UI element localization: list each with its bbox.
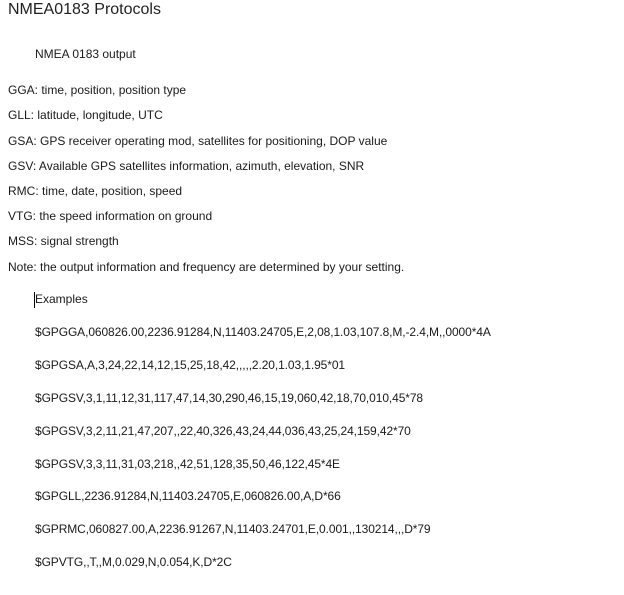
protocol-gsv: GSV: Available GPS satellites information, azimuth, elevation, SNR	[8, 159, 365, 173]
examples-heading: Examples	[35, 292, 88, 306]
section-subtitle: NMEA 0183 output	[35, 47, 136, 61]
example-gpgsa: $GPGSA,A,3,24,22,14,12,15,25,18,42,,,,,2.20,1.03,1.95*01	[35, 358, 345, 372]
example-gpgsv-3: $GPGSV,3,3,11,31,03,218,,42,51,128,35,50,46,122,45*4E	[35, 457, 340, 471]
protocol-gll: GLL: latitude, longitude, UTC	[8, 108, 163, 122]
example-gpgll: $GPGLL,2236.91284,N,11403.24705,E,060826.00,A,D*66	[35, 489, 341, 503]
example-gpgsv-2: $GPGSV,3,2,11,21,47,207,,22,40,326,43,24,44,036,43,25,24,159,42*70	[35, 424, 411, 438]
example-gprmc: $GPRMC,060827.00,A,2236.91267,N,11403.24701,E,0.001,,130214,,,D*79	[35, 522, 431, 536]
example-gpvtg: $GPVTG,,T,,M,0.029,N,0.054,K,D*2C	[35, 555, 232, 569]
example-gpgsv-1: $GPGSV,3,1,11,12,31,117,47,14,30,290,46,15,19,060,42,18,70,010,45*78	[35, 391, 423, 405]
protocol-rmc: RMC: time, date, position, speed	[8, 184, 183, 198]
protocol-note: Note: the output information and frequency are determined by your setting.	[8, 260, 405, 274]
protocol-gsa: GSA: GPS receiver operating mod, satellites for positioning, DOP value	[8, 134, 388, 148]
example-gpgga: $GPGGA,060826.00,2236.91284,N,11403.24705,E,2,08,1.03,107.8,M,-2.4,M,,0000*4A	[35, 325, 491, 339]
protocol-mss: MSS: signal strength	[8, 234, 119, 248]
protocol-gga: GGA: time, position, position type	[8, 83, 187, 97]
protocol-vtg: VTG: the speed information on ground	[8, 209, 213, 223]
document-title: NMEA0183 Protocols	[8, 1, 161, 18]
